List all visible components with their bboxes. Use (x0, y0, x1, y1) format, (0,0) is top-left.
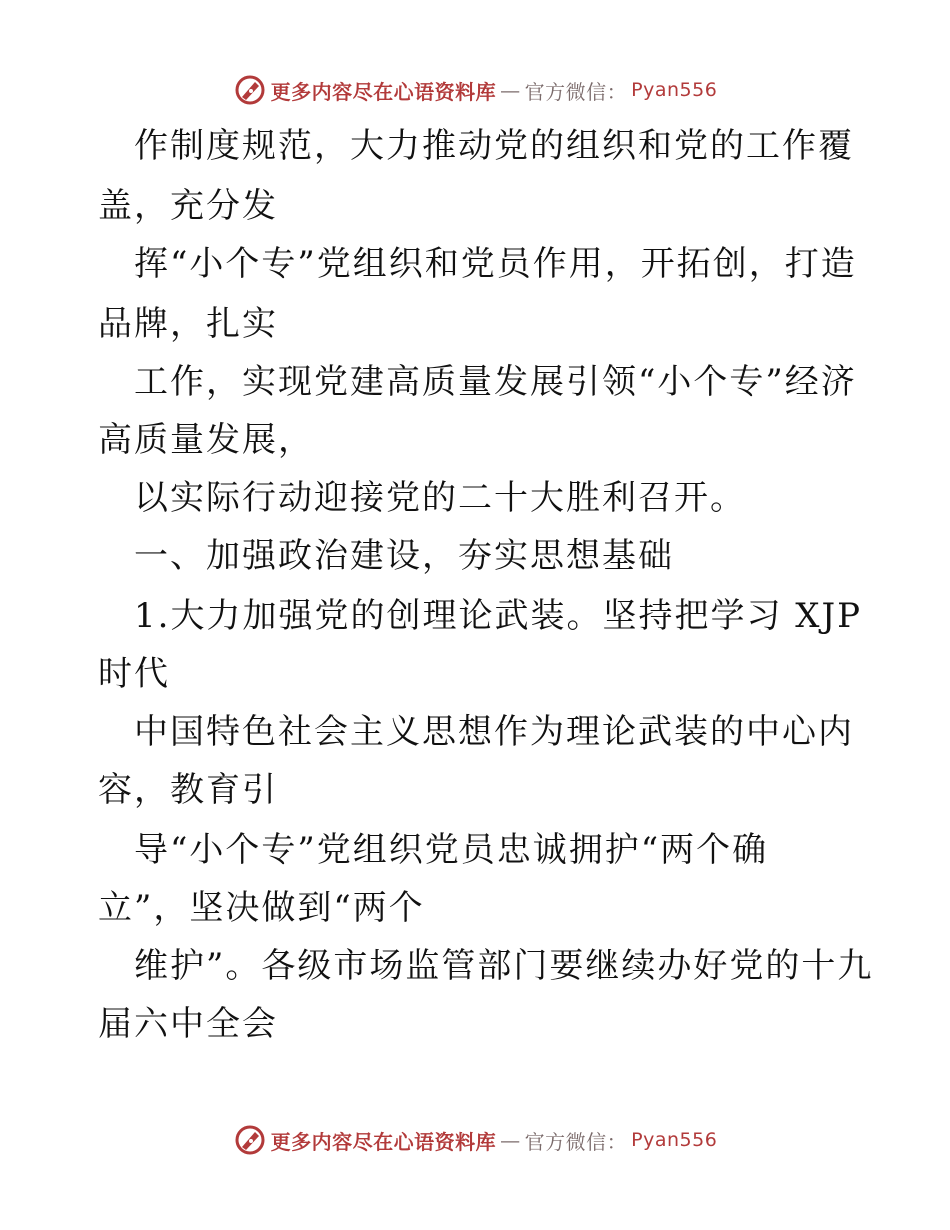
text-line: 中国特色社会主义思想作为理论武装的中心内 (134, 712, 854, 752)
banner (233, 1123, 718, 1157)
text-line: 维护”。各级市场监管部门要继续办好党的十九 (134, 946, 874, 986)
header-watermark (0, 70, 950, 110)
banner-wechat-label: 官方微信： (524, 79, 628, 104)
pen-nib-circle-icon (233, 1123, 267, 1157)
text-line: 品牌，扎实 (98, 304, 278, 344)
banner-dash: — (500, 1128, 521, 1152)
text-line: 1.大力加强党的创理论武装。坚持把学习 XJP (134, 596, 862, 636)
text-line: 一、加强政治建设，夯实思想基础 (134, 536, 674, 576)
text-line: 导“小个专”党组织党员忠诚拥护“两个确 (134, 830, 769, 870)
banner (233, 73, 718, 107)
banner-title: 更多内容尽在心语资料库 (270, 1129, 497, 1154)
pen-nib-circle-icon (233, 73, 267, 107)
text-line: 届六中全会 (98, 1004, 278, 1044)
text-line: 作制度规范，大力推动党的组织和党的工作覆 (134, 126, 854, 166)
banner-wechat-id: Pyan556 (631, 79, 718, 101)
banner-title: 更多内容尽在心语资料库 (270, 79, 497, 104)
text-line: 容，教育引 (98, 770, 278, 810)
footer-watermark (0, 1120, 950, 1160)
text-line: 盖，充分发 (98, 186, 278, 226)
banner-dash: — (500, 78, 521, 102)
text-line: 挥“小个专”党组织和党员作用，开拓创，打造 (134, 244, 857, 284)
text-line: 高质量发展， (98, 420, 314, 460)
text-line: 以实际行动迎接党的二十大胜利召开。 (134, 478, 746, 518)
text-line: 时代 (98, 654, 170, 694)
text-line: 工作，实现党建高质量发展引领“小个专”经济 (134, 362, 857, 402)
banner-wechat-label: 官方微信： (524, 1129, 628, 1154)
text-line: 立”，坚决做到“两个 (98, 888, 425, 928)
banner-wechat-id: Pyan556 (631, 1129, 718, 1151)
